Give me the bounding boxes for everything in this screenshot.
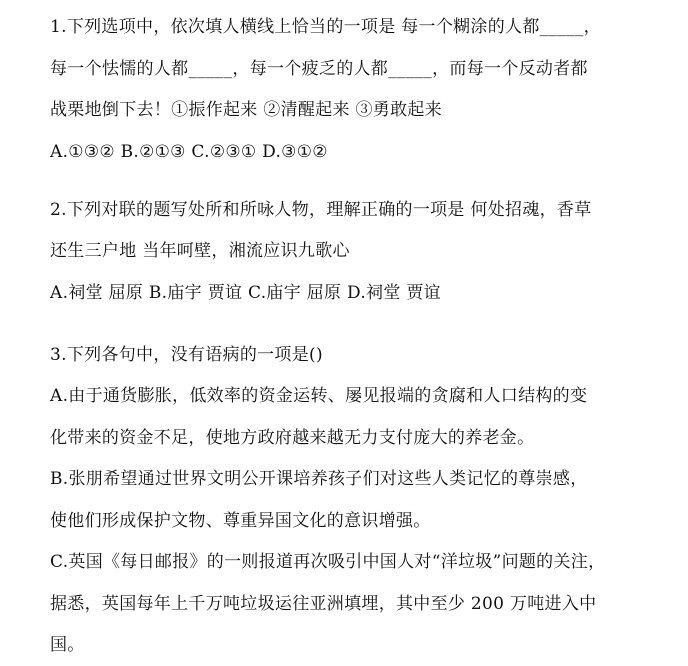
q2-options: A.祠堂 屈原 B.庙宇 贾谊 C.庙宇 屈原 D.祠堂 贾谊 bbox=[50, 283, 441, 303]
q3-stem: 3.下列各句中，没有语病的一项是() bbox=[50, 345, 323, 365]
q2-stem-line-2: 还生三户地 当年呵壁，湘流应识九歌心 bbox=[50, 241, 350, 261]
q3-option-b-line-2: 使他们形成保护文物、尊重异国文化的意识增强。 bbox=[50, 511, 431, 531]
q3-option-c-line-3: 国。 bbox=[50, 635, 85, 655]
q3-option-a-line-2: 化带来的资金不足，使地方政府越来越无力支付庞大的养老金。 bbox=[50, 428, 535, 448]
q3-option-c-line-2: 据悉，英国每年上千万吨垃圾运往亚洲填埋，其中至少 200 万吨进入中 bbox=[50, 594, 597, 614]
q1-options: A.①③② B.②①③ C.②③① D.③①② bbox=[50, 142, 328, 162]
q1-stem-line-1: 1.下列选项中，依次填人横线上恰当的一项是 每一个糊涂的人都_____， bbox=[50, 17, 601, 37]
q3-option-c-line-1: C.英国《每日邮报》的一则报道再次吸引中国人对“洋垃圾”问题的关注， bbox=[50, 552, 606, 572]
q3-option-a-line-1: A.由于通货膨胀，低效率的资金运转、屡见报端的贪腐和人口结构的变 bbox=[50, 386, 588, 406]
q1-stem-line-3: 战栗地倒下去！①振作起来 ②清醒起来 ③勇敢起来 bbox=[50, 100, 443, 120]
q2-stem-line-1: 2.下列对联的题写处所和所咏人物，理解正确的一项是 何处招魂，香草 bbox=[50, 200, 592, 220]
q3-option-b-line-1: B.张朋希望通过世界文明公开课培养孩子们对这些人类记忆的尊崇感， bbox=[50, 469, 588, 489]
q1-stem-line-2: 每一个怯懦的人都_____，每一个疲乏的人都_____，而每一个反动者都 bbox=[50, 59, 588, 79]
